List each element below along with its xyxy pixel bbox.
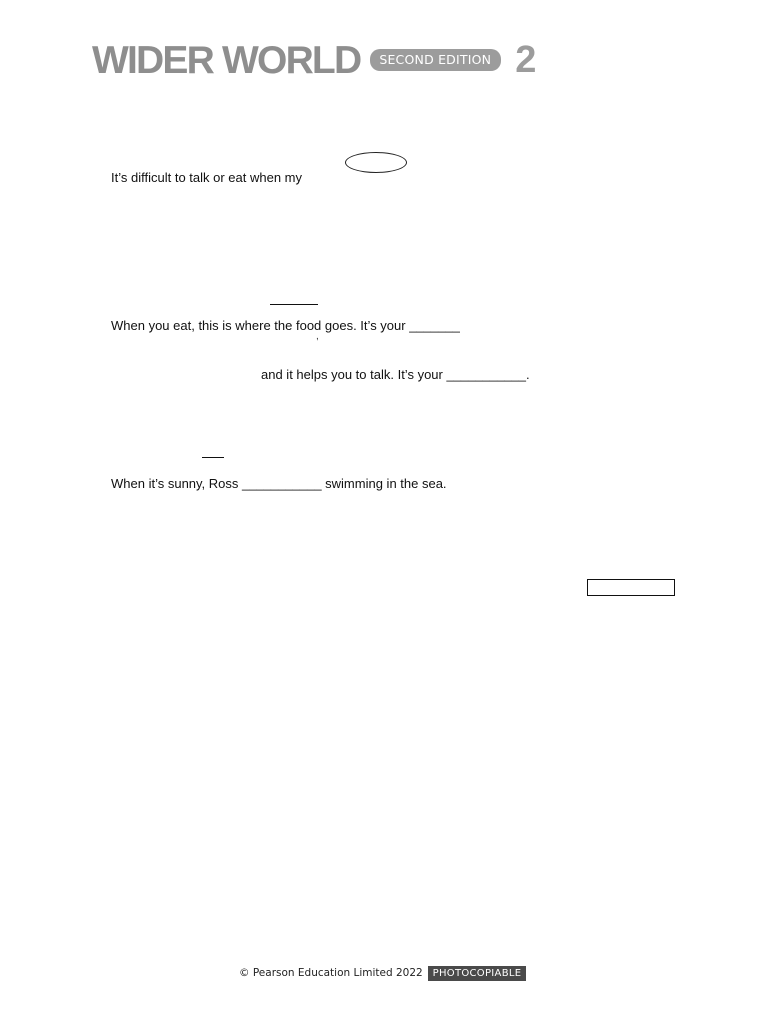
answer-ellipse xyxy=(345,152,407,173)
stray-comma: , xyxy=(316,331,319,342)
copyright-text: © Pearson Education Limited 2022 xyxy=(239,967,423,979)
sentence-4: When it’s sunny, Ross ___________ swimming in the sea. xyxy=(111,476,447,491)
answer-line-1 xyxy=(270,304,318,305)
sentence-2: When you eat, this is where the food goes. It’s your _______ xyxy=(111,318,460,333)
answer-box[interactable] xyxy=(587,579,675,596)
brand-header xyxy=(92,38,536,82)
photocopiable-badge: PHOTOCOPIABLE xyxy=(428,966,526,981)
answer-line-2 xyxy=(202,457,224,458)
sentence-3: and it helps you to talk. It’s your ___________. xyxy=(261,367,530,382)
brand-title: WIDER WORLD xyxy=(92,38,361,82)
edition-badge: SECOND EDITION xyxy=(370,49,501,71)
sentence-1: It’s difficult to talk or eat when my xyxy=(111,170,302,185)
level-number: 2 xyxy=(515,39,537,81)
